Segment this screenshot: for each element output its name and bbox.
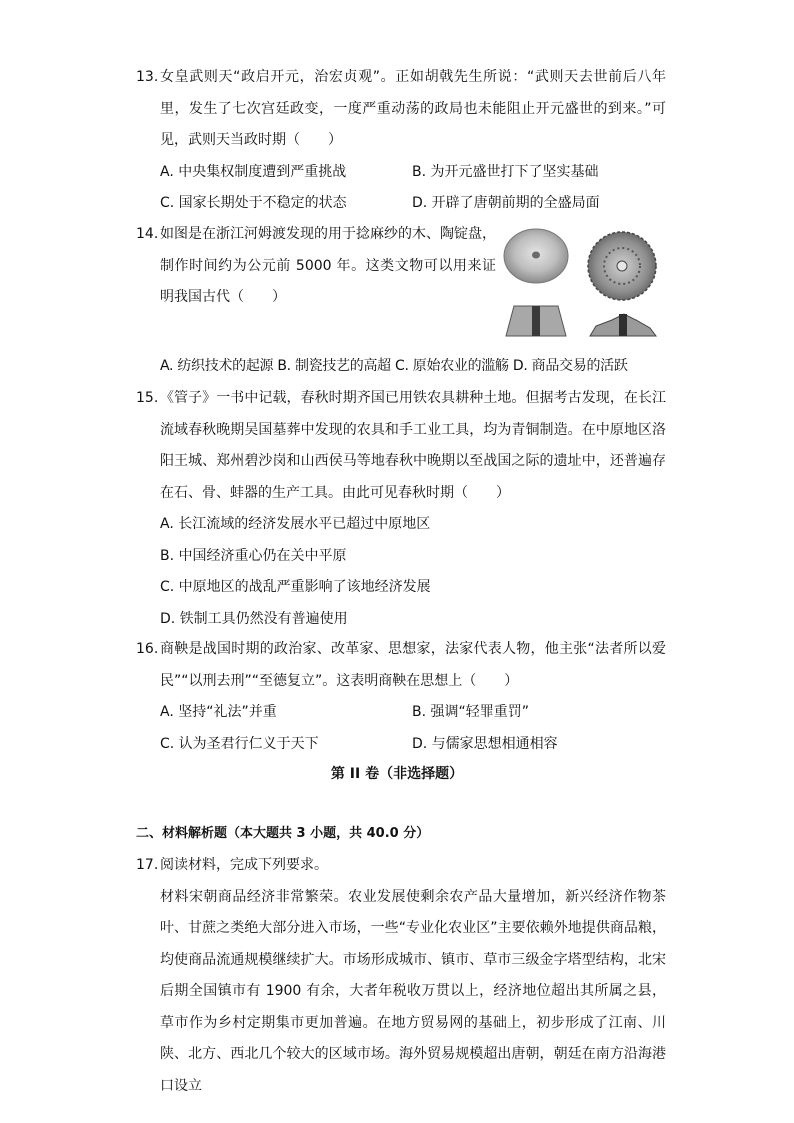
question-13: [136, 62, 666, 220]
question-14-options[interactable]: A. 纺织技术的起源 B. 制瓷技艺的高超 C. 原始农业的滥觞 D. 商品交易的活跃: [160, 358, 628, 374]
options: [160, 697, 666, 760]
option-b[interactable]: B. 强调“轻罪重罚”: [412, 704, 530, 720]
question-stem: 商鞅是战国时期的政治家、改革家、思想家，法家代表人物，他主张“法者所以爱民”“以刑去刑”“至德复立”。这表明商鞅在思想上（ ）: [160, 641, 666, 689]
question-stem: 阅读材料，完成下列要求。: [160, 857, 328, 873]
options: [160, 157, 666, 220]
option-b[interactable]: B. 为开元盛世打下了坚实基础: [412, 163, 599, 180]
option-d[interactable]: D. 开辟了唐朝前期的全盛局面: [412, 195, 600, 211]
spindle-whorl-figure: [500, 228, 664, 338]
option-d[interactable]: D. 与儒家思想相通相容: [412, 735, 558, 752]
question-14: [136, 219, 496, 314]
question-number: 14.: [136, 226, 159, 242]
option-a[interactable]: A. 坚持“礼法”并重: [160, 704, 277, 720]
question-stem: 如图是在浙江河姆渡发现的用于捻麻纱的木、陶锭盘，制作时间约为公元前 5000 年。这类文物可以用来证明我国古代（ ）: [160, 226, 496, 305]
question-number: 15.: [136, 390, 159, 406]
section-title: 第 II 卷（非选择题）: [330, 766, 464, 782]
option-c[interactable]: C. 中原地区的战乱严重影响了该地经济发展: [160, 579, 431, 595]
question-number: 13.: [136, 69, 159, 85]
options: [160, 509, 666, 635]
reading-material: 材料宋朝商品经济非常繁荣。农业发展使剩余农产品大量增加，新兴经济作物茶叶、甘蔗之类绝大部分进入市场，一些“专业化农业区”主要依赖外地提供商品粮，均使商品流通规模继续扩大。市场形成城市、镇市、草市三级金字塔型结构，北宋后期全国镇市有 1900 有余，大者年税收万贯以上，经济地位超出其所属之县，草市作为乡村定期集市更加普遍。在地方贸易网的基础上，初步形成了江南、川陕、北方、西北几个较大的区域市场。海外贸易规模超出唐朝，朝廷在南方沿海港口设立: [160, 888, 666, 1094]
question-stem: 女皇武则天“政启开元，治宏贞观”。正如胡戟先生所说：“武则天去世前后八年里，发生了七次宫廷政变，一度严重动荡的政局也未能阻止开元盛世的到来。”可见，武则天当政时期（ ）: [160, 69, 666, 148]
question-17: [136, 850, 666, 1102]
option-b[interactable]: B. 中国经济重心仍在关中平原: [160, 547, 347, 564]
option-c[interactable]: C. 认为圣君行仁义于天下: [160, 735, 319, 752]
question-16: [136, 634, 666, 760]
option-d[interactable]: D. 铁制工具仍然没有普遍使用: [160, 610, 348, 627]
spindle-whorl-image: [500, 228, 664, 338]
section-heading: 二、材料解析题（本大题共 3 小题，共 40.0 分）: [136, 826, 430, 841]
question-number: 16.: [136, 641, 159, 657]
option-c[interactable]: C. 国家长期处于不稳定的状态: [160, 195, 347, 211]
question-15: [136, 383, 666, 635]
question-number: 17.: [136, 857, 159, 873]
option-a[interactable]: A. 长江流域的经济发展水平已超过中原地区: [160, 516, 431, 532]
question-stem: 《管子》一书中记载，春秋时期齐国已用铁农具耕种土地。但据考古发现，在长江流域春秋晚期吴国墓葬中发现的农具和手工业工具，均为青铜制造。在中原地区洛阳王城、郑州碧沙岗和山西侯马等地春秋中晚期以至战国之际的遗址中，还普遍存在石、骨、蚌器的生产工具。由此可见春秋时期（ ）: [160, 390, 666, 501]
option-a[interactable]: A. 中央集权制度遭到严重挑战: [160, 163, 347, 180]
